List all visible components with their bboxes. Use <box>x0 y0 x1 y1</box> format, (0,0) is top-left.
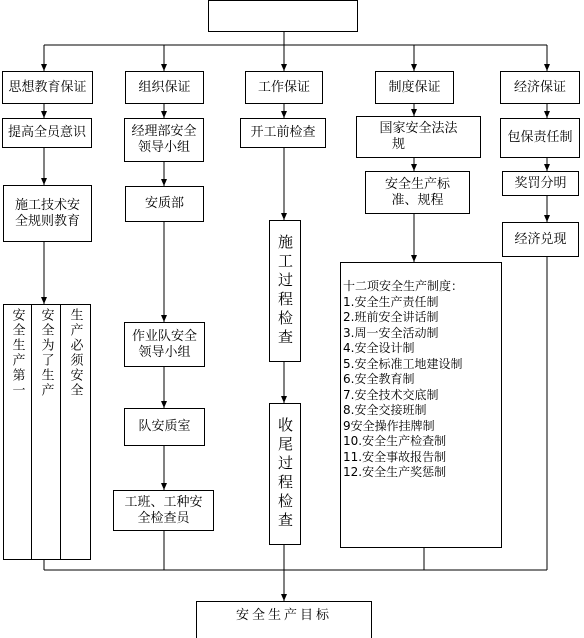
category-system-label: 制度保证 <box>388 79 441 95</box>
safety-rules-box <box>340 262 502 548</box>
ideology-step-2-line-2: 全规则教育 <box>14 213 80 229</box>
economy-step-2-label: 奖罚分明 <box>514 175 567 191</box>
category-ideology-label: 思想教育保证 <box>8 79 87 95</box>
safety-rule-7: 7.安全技术交底制 <box>343 387 439 402</box>
slogan-col-1 <box>61 308 89 448</box>
organization-step-2 <box>125 186 204 222</box>
work-step-1-label: 开工前检查 <box>250 125 316 140</box>
organization-step-1-line-1: 经理部安全 <box>131 124 197 139</box>
goal-box <box>196 601 372 638</box>
organization-step-5-line-1: 工班、工种安 <box>124 494 203 510</box>
slogan-col-2 <box>32 308 60 448</box>
safety-rule-4: 4.安全设计制 <box>343 341 415 355</box>
slogan-1: 生产必须安全 <box>67 308 83 398</box>
category-system <box>375 71 454 104</box>
system-step-2-line-2: 准、规程 <box>391 192 444 208</box>
economy-step-3-label: 经济兑现 <box>514 231 567 247</box>
slogan-col-3 <box>3 308 31 448</box>
organization-step-2-label: 安质部 <box>144 196 184 211</box>
ideology-step-1 <box>2 118 92 148</box>
organization-step-4 <box>124 408 205 446</box>
goal-label: 安全生产目标 <box>235 608 332 623</box>
system-step-1-line-2: 规 <box>391 137 405 152</box>
system-step-1 <box>356 116 481 158</box>
safety-rule-10: 10.安全生产检查制 <box>343 434 447 448</box>
organization-step-3-line-1: 作业队安全 <box>131 328 197 344</box>
economy-step-1 <box>500 118 580 158</box>
category-organization <box>125 71 204 104</box>
category-ideology <box>2 71 93 104</box>
top-title-box <box>208 0 358 32</box>
ideology-step-2 <box>3 185 92 242</box>
safety-rule-11: 11.安全事故报告制 <box>343 449 447 464</box>
economy-step-2 <box>502 171 579 196</box>
work-step-3-label: 收尾过程检查 <box>276 417 294 531</box>
ideology-step-2-line-1: 施工技术安 <box>14 197 80 213</box>
organization-step-5-line-2: 全检查员 <box>137 510 190 526</box>
organization-step-4-label: 队安质室 <box>138 419 191 434</box>
safety-rule-9: 9安全操作挂牌制 <box>343 418 435 433</box>
safety-rule-1: 1.安全生产责任制 <box>343 294 439 309</box>
slogan-2: 安全为了生产 <box>38 308 54 398</box>
category-economy-label: 经济保证 <box>513 79 566 95</box>
category-work-label: 工作保证 <box>257 79 310 95</box>
economy-step-3 <box>502 222 579 257</box>
category-economy <box>500 71 580 104</box>
organization-step-1 <box>124 118 204 162</box>
safety-rule-8: 8.安全交接班制 <box>343 403 427 417</box>
safety-rule-6: 6.安全教育制 <box>343 372 415 386</box>
work-step-1 <box>240 118 326 148</box>
work-step-3 <box>269 403 301 545</box>
safety-rule-3: 3.周一安全活动制 <box>343 325 439 340</box>
work-step-2 <box>269 220 301 362</box>
slogan-3: 安全生产第一 <box>9 308 25 398</box>
organization-step-3-line-2: 领导小组 <box>138 344 191 360</box>
safety-rule-2: 2.班前安全讲话制 <box>343 310 439 324</box>
category-work <box>245 71 323 104</box>
safety-rule-5: 5.安全标准工地建设制 <box>343 356 463 371</box>
category-organization-label: 组织保证 <box>138 79 191 95</box>
organization-step-3 <box>124 322 205 367</box>
system-step-2 <box>365 171 470 214</box>
organization-step-1-line-2: 领导小组 <box>137 140 190 155</box>
ideology-step-1-label: 提高全员意识 <box>7 125 86 140</box>
organization-step-5 <box>113 490 214 531</box>
system-step-1-line-1: 国家安全法法 <box>379 121 458 136</box>
system-step-2-line-1: 安全生产标 <box>384 176 450 192</box>
safety-rule-12: 12.安全生产奖惩制 <box>343 465 447 479</box>
safety-rules-title: 十二项安全生产制度： <box>343 279 464 293</box>
economy-step-1-label: 包保责任制 <box>507 130 573 145</box>
work-step-2-label: 施工过程检查 <box>276 234 294 348</box>
